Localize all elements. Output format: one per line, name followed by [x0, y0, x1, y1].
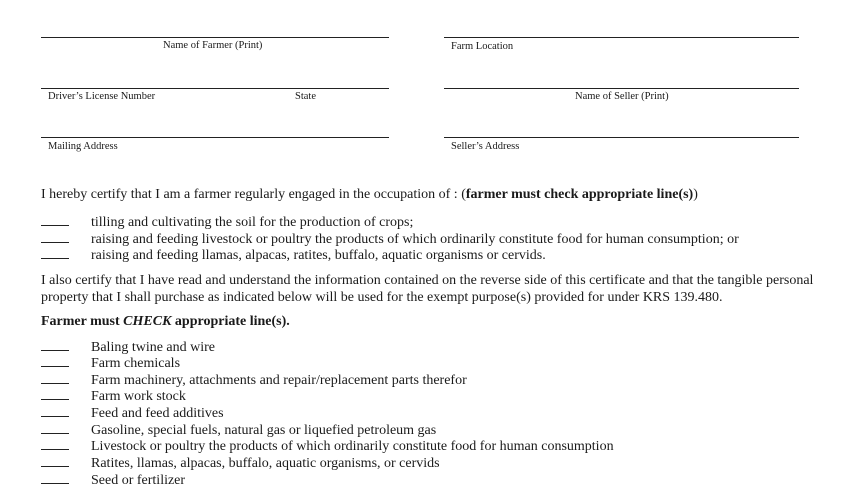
option-label: Seed or fertilizer	[91, 473, 186, 488]
farmer-name-label: Name of Farmer (Print)	[163, 40, 263, 51]
checkline[interactable]	[41, 437, 69, 450]
certify-occupation-bold: farmer must check appropriate line(s)	[465, 187, 694, 202]
purchase-option	[41, 387, 186, 404]
option-label: Farm work stock	[91, 389, 186, 404]
seller-name-line[interactable]	[444, 88, 799, 89]
checkline[interactable]	[41, 338, 69, 351]
seller-name-label: Name of Seller (Print)	[575, 91, 669, 102]
checkline[interactable]	[41, 371, 69, 384]
purchase-heading-part1: Farmer must	[41, 314, 124, 329]
checkline[interactable]	[41, 471, 69, 484]
checkline[interactable]	[41, 404, 69, 417]
farm-location-label: Farm Location	[451, 41, 514, 52]
option-label: Gasoline, special fuels, natural gas or liquefied petroleum gas	[91, 423, 437, 438]
option-label: Farm machinery, attachments and repair/replacement parts therefor	[91, 373, 467, 388]
option-label: Livestock or poultry the products of which ordinarily constitute food for human consumption	[91, 439, 614, 454]
checkline[interactable]	[41, 246, 69, 259]
purchase-option	[41, 371, 467, 388]
drivers-license-label: Driver’s License Number	[48, 91, 156, 102]
purchase-heading-part2: CHECK	[123, 314, 172, 329]
purchase-option	[41, 404, 224, 421]
checkline[interactable]	[41, 454, 69, 467]
farmer-name-line[interactable]	[41, 37, 389, 38]
certify-occupation-prefix: I hereby certify that I am a farmer regularly engaged in the occupation of : (	[41, 187, 466, 202]
checkline[interactable]	[41, 230, 69, 243]
occupation-option-crops	[41, 213, 413, 230]
purchase-option	[41, 454, 440, 471]
option-label: Farm chemicals	[91, 356, 181, 371]
seller-address-label: Seller’s Address	[451, 141, 520, 152]
certify-occupation-suffix: )	[693, 187, 698, 202]
option-label: Ratites, llamas, alpacas, buffalo, aquatic organisms, or cervids	[91, 456, 440, 471]
checkline[interactable]	[41, 354, 69, 367]
purchase-option	[41, 421, 436, 438]
seller-address-line[interactable]	[444, 137, 799, 138]
farm-location-line[interactable]	[444, 37, 799, 38]
certify-purchase-line2: property that I shall purchase as indicated below will be used for the exempt purpose(s) provided for under KRS 139.480.	[41, 290, 723, 305]
option-label: raising and feeding livestock or poultry the products of which ordinarily constitute food for human consumption; or	[91, 232, 739, 247]
option-label: tilling and cultivating the soil for the production of crops;	[91, 215, 414, 230]
option-label: raising and feeding llamas, alpacas, ratites, buffalo, aquatic organisms or cervids.	[91, 248, 546, 263]
occupation-option-llamas	[41, 246, 546, 263]
certify-purchase-line1: I also certify that I have read and understand the information contained on the reverse side of this certificate and that the tangible personal	[41, 273, 814, 288]
drivers-license-line[interactable]	[41, 88, 389, 89]
mailing-address-label: Mailing Address	[48, 141, 118, 152]
purchase-option	[41, 338, 215, 355]
checkline[interactable]	[41, 421, 69, 434]
certify-occupation-text	[41, 186, 698, 203]
purchase-heading	[41, 313, 290, 330]
purchase-option	[41, 437, 614, 454]
checkline[interactable]	[41, 213, 69, 226]
purchase-option	[41, 354, 180, 371]
checkline[interactable]	[41, 387, 69, 400]
state-label: State	[295, 91, 316, 102]
occupation-option-livestock	[41, 230, 739, 247]
option-label: Baling twine and wire	[91, 340, 216, 355]
option-label: Feed and feed additives	[91, 406, 224, 421]
mailing-address-line[interactable]	[41, 137, 389, 138]
purchase-heading-part3: appropriate line(s).	[171, 314, 290, 329]
